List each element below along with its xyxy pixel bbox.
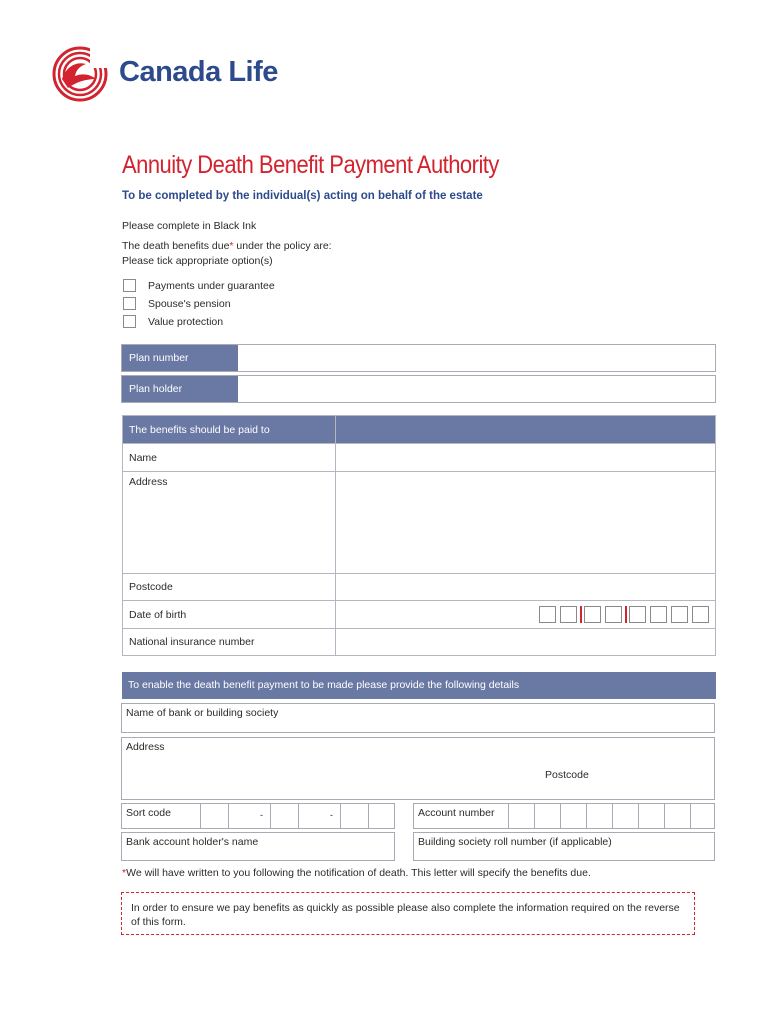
reverse-notice	[121, 892, 695, 935]
dob-year-4[interactable]	[692, 606, 709, 623]
bank-header-text: To enable the death benefit payment to be made please provide the following details	[128, 679, 520, 691]
acct-cell-3[interactable]	[560, 804, 561, 828]
plan-holder-label: Plan holder	[122, 376, 238, 402]
brand-name: Canada Life	[119, 56, 278, 88]
dob-day-2[interactable]	[560, 606, 577, 623]
bank-name-label: Name of bank or building society	[126, 707, 279, 719]
dob-boxes	[539, 606, 711, 623]
payee-ni-field[interactable]	[336, 629, 716, 656]
sort-cell-2[interactable]	[228, 804, 229, 828]
option-checkbox-guarantee[interactable]	[123, 279, 136, 292]
dob-month-2[interactable]	[605, 606, 622, 623]
payee-address-label: Address	[123, 472, 336, 574]
bank-address-label: Address	[126, 741, 165, 753]
payee-postcode-field[interactable]	[336, 574, 716, 601]
acct-cell-6[interactable]	[638, 804, 639, 828]
account-holder-label: Bank account holder's name	[126, 836, 259, 848]
sort-code-field	[121, 803, 395, 829]
plan-number-row	[121, 344, 716, 372]
acct-cell-8[interactable]	[690, 804, 691, 828]
payee-header-fill	[336, 416, 716, 444]
payee-address-row	[123, 472, 716, 574]
tick-instruction: Please tick appropriate option(s)	[122, 255, 273, 267]
benefits-due-post: under the policy are:	[233, 240, 332, 252]
option-checkbox-spouse[interactable]	[123, 297, 136, 310]
payee-ni-row	[123, 629, 716, 656]
option-label-guarantee: Payments under guarantee	[148, 280, 275, 292]
footnote	[122, 867, 591, 879]
acct-cell-5[interactable]	[612, 804, 613, 828]
payee-header: The benefits should be paid to	[123, 416, 336, 444]
option-checkbox-value[interactable]	[123, 315, 136, 328]
reverse-notice-text: In order to ensure we pay benefits as quickly as possible please also complete the information required on the reverse of this form.	[131, 902, 680, 928]
account-number-label: Account number	[418, 807, 495, 819]
option-label-value: Value protection	[148, 316, 224, 328]
account-holder-field[interactable]	[121, 832, 395, 861]
acct-cell-1[interactable]	[508, 804, 509, 828]
sort-sep-2: -	[330, 810, 333, 820]
bank-header	[122, 672, 716, 699]
dob-year-3[interactable]	[671, 606, 688, 623]
dob-day-1[interactable]	[539, 606, 556, 623]
option-label-spouse: Spouse's pension	[148, 298, 231, 310]
plan-number-field[interactable]	[238, 345, 715, 371]
plan-number-label: Plan number	[122, 345, 238, 371]
sort-cell-1[interactable]	[200, 804, 201, 828]
plan-holder-row	[121, 375, 716, 403]
dob-divider-2	[625, 606, 627, 623]
acct-cell-4[interactable]	[586, 804, 587, 828]
account-number-field	[413, 803, 715, 829]
acct-cell-2[interactable]	[534, 804, 535, 828]
payee-name-label: Name	[123, 444, 336, 472]
sort-cell-3[interactable]	[270, 804, 271, 828]
bank-address-field[interactable]	[121, 737, 715, 800]
logo	[52, 46, 322, 102]
dob-month-1[interactable]	[584, 606, 601, 623]
payee-dob-field	[336, 601, 716, 629]
sort-cell-4[interactable]	[298, 804, 299, 828]
payee-postcode-label: Postcode	[123, 574, 336, 601]
sort-sep-1: -	[260, 810, 263, 820]
bank-name-field[interactable]	[121, 703, 715, 733]
sort-cell-5[interactable]	[340, 804, 341, 828]
footnote-text: We will have written to you following the notification of death. This letter will specify the benefits due.	[126, 867, 591, 879]
dob-year-2[interactable]	[650, 606, 667, 623]
benefits-due-pre: The death benefits due	[122, 240, 230, 252]
form-subtitle: To be completed by the individual(s) acting on behalf of the estate	[122, 190, 483, 202]
payee-table	[122, 415, 716, 656]
payee-ni-label: National insurance number	[123, 629, 336, 656]
payee-header-row	[123, 416, 716, 444]
sort-code-label: Sort code	[126, 807, 171, 819]
form-title: Annuity Death Benefit Payment Authority	[122, 151, 499, 179]
benefits-due-text	[122, 240, 332, 252]
dob-divider-1	[580, 606, 582, 623]
sort-cell-6[interactable]	[368, 804, 369, 828]
payee-postcode-row	[123, 574, 716, 601]
plan-holder-field[interactable]	[238, 376, 715, 402]
roll-number-field[interactable]	[413, 832, 715, 861]
ink-note: Please complete in Black Ink	[122, 220, 257, 232]
payee-address-field[interactable]	[336, 472, 716, 574]
acct-cell-7[interactable]	[664, 804, 665, 828]
payee-name-row	[123, 444, 716, 472]
canada-life-logo-icon	[52, 46, 108, 102]
dob-year-1[interactable]	[629, 606, 646, 623]
footnote-asterisk: *	[122, 867, 127, 879]
asterisk: *	[229, 240, 234, 252]
bank-postcode-label: Postcode	[545, 769, 589, 781]
roll-number-label: Building society roll number (if applicable)	[418, 836, 612, 848]
payee-dob-label: Date of birth	[123, 601, 336, 629]
payee-dob-row	[123, 601, 716, 629]
payee-name-field[interactable]	[336, 444, 716, 472]
